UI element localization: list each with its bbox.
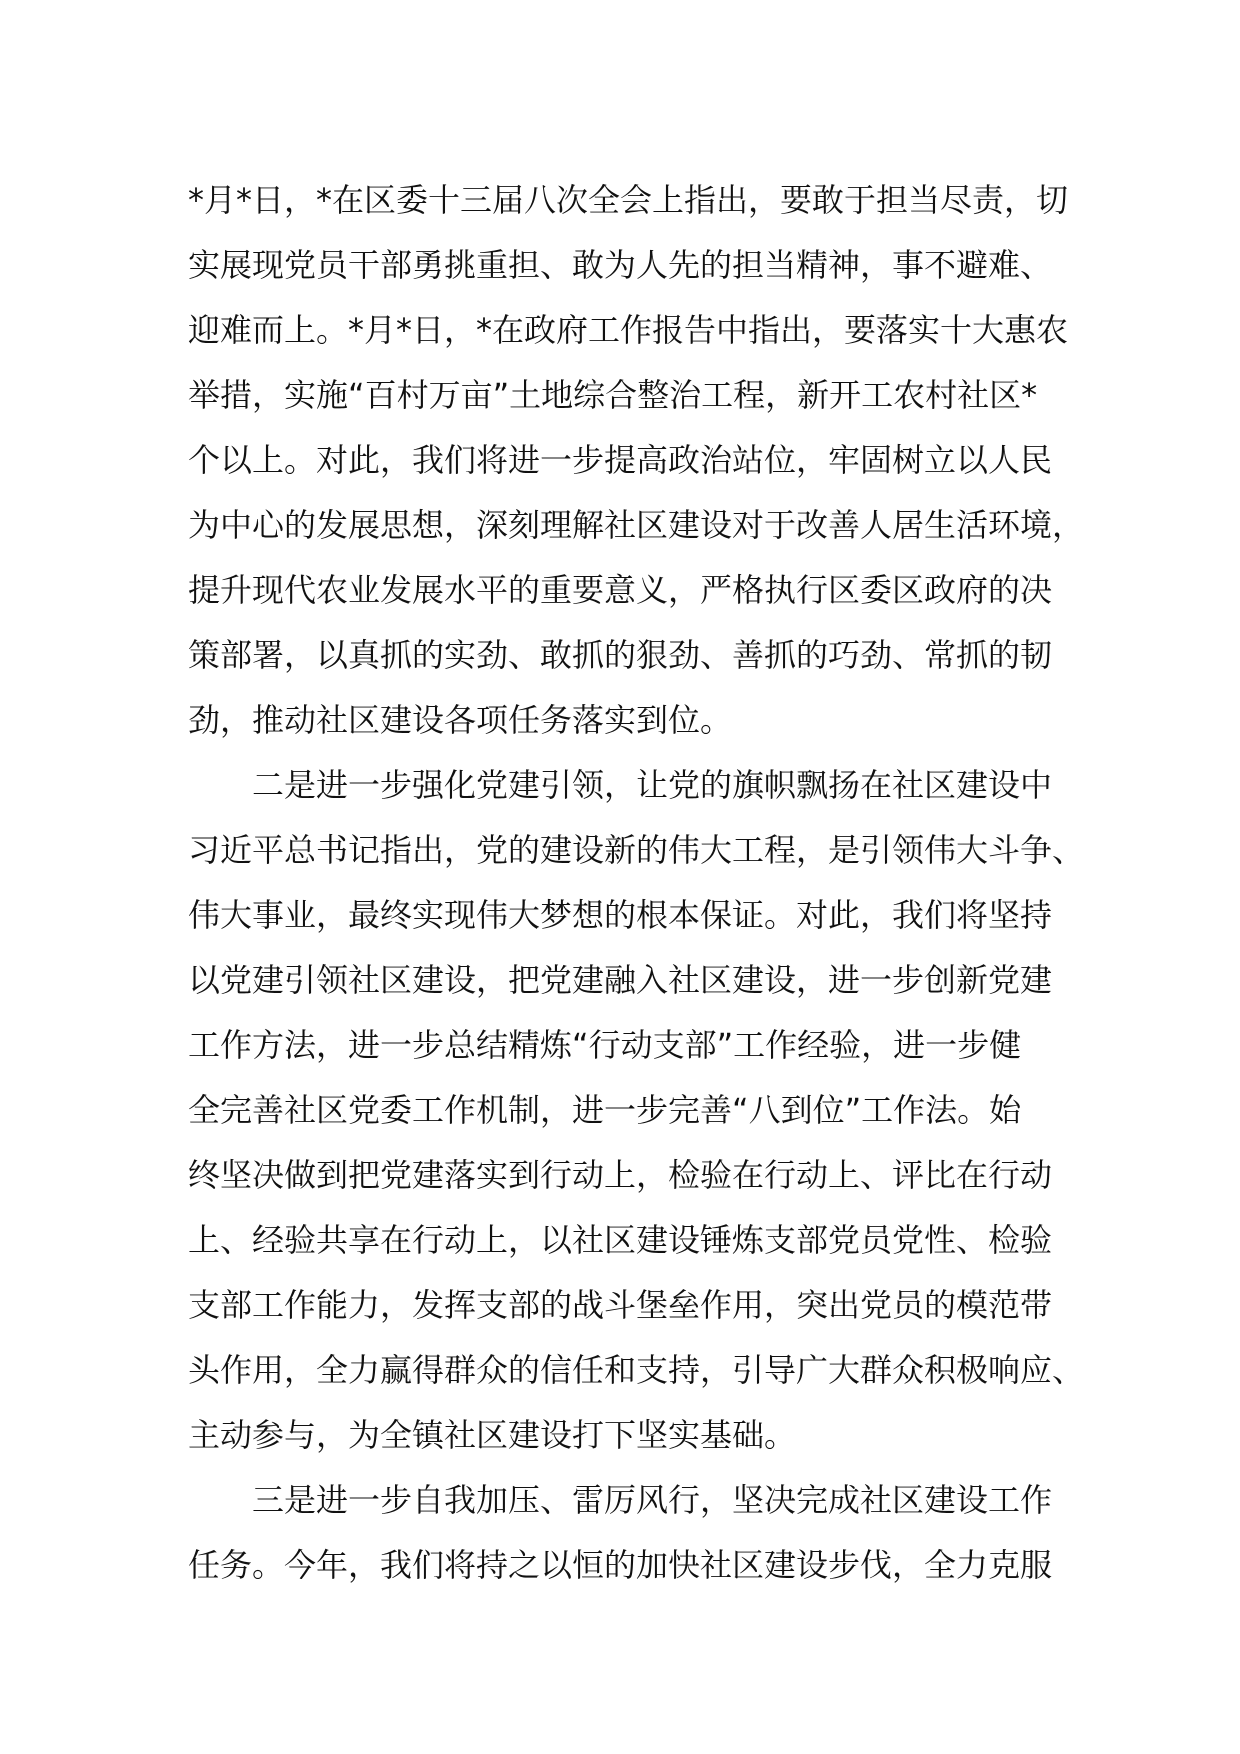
text-line: 个以上。对此，我们将进一步提高政治站位，牢固树立以人民 (188, 441, 1053, 479)
paragraph-heading-line: 二是进一步强化党建引领，让党的旗帜飘扬在社区建设中 (252, 766, 1053, 804)
text-line: 工作方法，进一步总结精炼“行动支部”工作经验，进一步健 (188, 1026, 1022, 1064)
text-line: 支部工作能力，发挥支部的战斗堡垒作用，突出党员的模范带 (188, 1286, 1053, 1324)
text-line: 伟大事业，最终实现伟大梦想的根本保证。对此，我们将坚持 (188, 896, 1053, 934)
document-body (188, 168, 1088, 1598)
text-line: 终坚决做到把党建落实到行动上，检验在行动上、评比在行动 (188, 1156, 1053, 1194)
text-line: 主动参与，为全镇社区建设打下坚实基础。 (188, 1416, 797, 1454)
text-line: 策部署，以真抓的实劲、敢抓的狠劲、善抓的巧劲、常抓的韧 (188, 636, 1053, 674)
text-line: 提升现代农业发展水平的重要意义，严格执行区委区政府的决 (188, 571, 1053, 609)
text-line: 任务。今年，我们将持之以恒的加快社区建设步伐，全力克服 (188, 1546, 1053, 1584)
paragraph-heading-line: 三是进一步自我加压、雷厉风行，坚决完成社区建设工作 (252, 1481, 1053, 1519)
text-line: 劲，推动社区建设各项任务落实到位。 (188, 701, 733, 739)
text-line: 习近平总书记指出，党的建设新的伟大工程，是引领伟大斗争、 (188, 831, 1085, 869)
text-line: *月*日，*在区委十三届八次全会上指出，要敢于担当尽责，切 (188, 181, 1069, 219)
text-line: 上、经验共享在行动上，以社区建设锤炼支部党员党性、检验 (188, 1221, 1053, 1259)
text-line: 举措，实施“百村万亩”土地综合整治工程，新开工农村社区* (188, 376, 1038, 414)
text-line: 实展现党员干部勇挑重担、敢为人先的担当精神，事不避难、 (188, 246, 1053, 284)
text-line: 以党建引领社区建设，把党建融入社区建设，进一步创新党建 (188, 961, 1053, 999)
text-line: 为中心的发展思想，深刻理解社区建设对于改善人居生活环境， (188, 506, 1085, 544)
text-line: 全完善社区党委工作机制，进一步完善“八到位”工作法。始 (188, 1091, 1022, 1129)
text-line: 迎难而上。*月*日，*在政府工作报告中指出，要落实十大惠农 (188, 311, 1069, 349)
text-line: 头作用，全力赢得群众的信任和支持，引导广大群众积极响应、 (188, 1351, 1085, 1389)
